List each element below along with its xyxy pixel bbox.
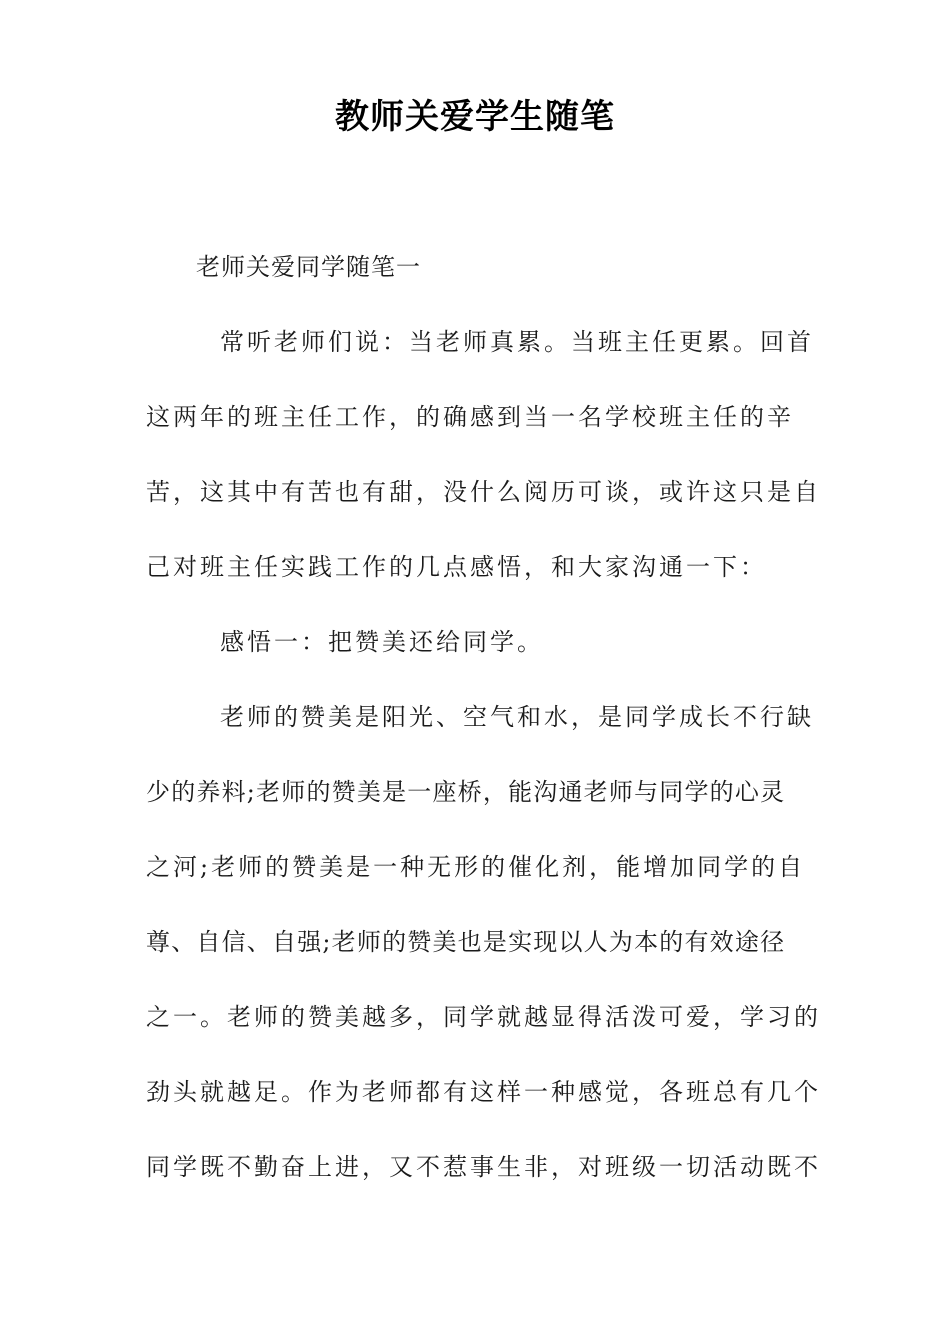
paragraph-line: 少的养料;老师的赞美是一座桥，能沟通老师与同学的心灵 [146, 778, 786, 806]
paragraph-line: 这两年的班主任工作，的确感到当一名学校班主任的辛 [146, 403, 794, 431]
paragraph-line: 之河;老师的赞美是一种无形的催化剂，能增加同学的自 [146, 853, 806, 881]
document-title: 教师关爱学生随笔 [335, 97, 615, 137]
section-heading: 老师关爱同学随笔一 [196, 253, 421, 281]
paragraph-line: 己对班主任实践工作的几点感悟，和大家沟通一下： [146, 553, 767, 581]
paragraph-line: 劲头就越足。作为老师都有这样一种感觉，各班总有几个 [146, 1078, 821, 1106]
paragraph-line: 之一。老师的赞美越多，同学就越显得活泼可爱，学习的 [146, 1003, 821, 1031]
paragraph-line: 尊、自信、自强;老师的赞美也是实现以人为本的有效途径 [146, 928, 786, 956]
paragraph-line: 老师的赞美是阳光、空气和水，是同学成长不行缺 [220, 703, 814, 731]
paragraph-line: 苦，这其中有苦也有甜，没什么阅历可谈，或许这只是自 [146, 478, 821, 506]
paragraph-line: 同学既不勤奋上进，又不惹事生非，对班级一切活动既不 [146, 1153, 821, 1181]
subheading-line: 感悟一：把赞美还给同学。 [220, 628, 544, 656]
paragraph-line: 常听老师们说：当老师真累。当班主任更累。回首 [220, 328, 814, 356]
